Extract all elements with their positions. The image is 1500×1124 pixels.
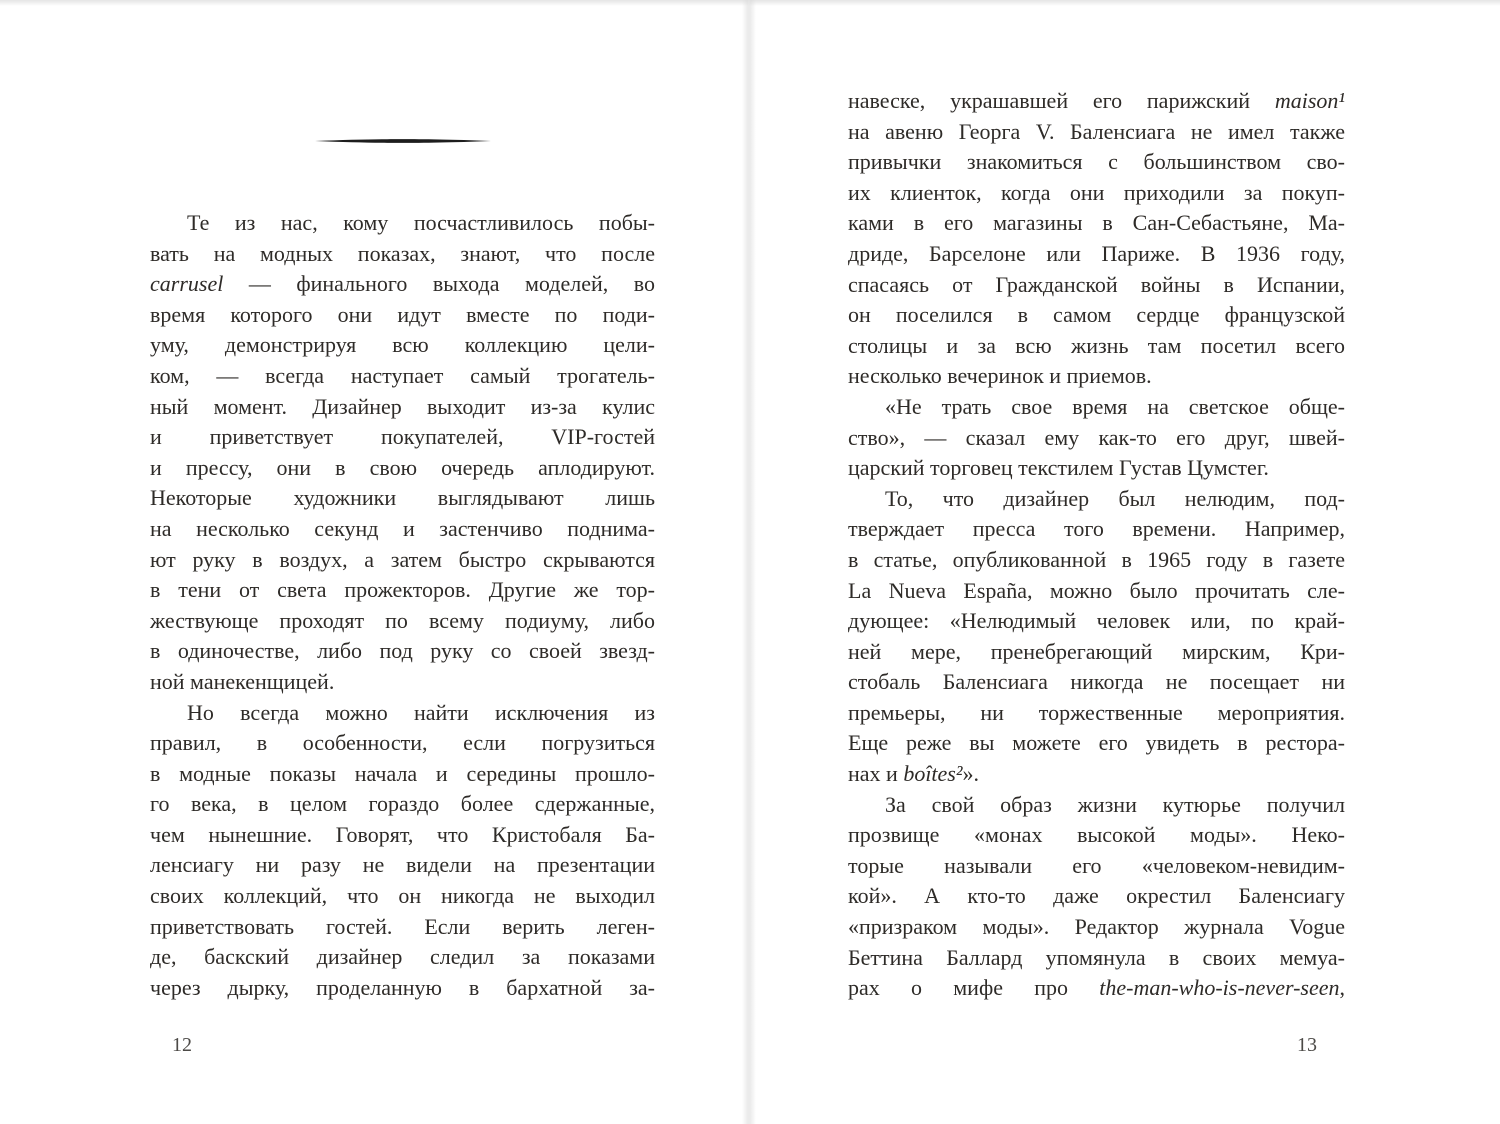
text-line: ство», — сказал ему как-то его друг, швей- bbox=[848, 424, 1345, 450]
text-line: ный момент. Дизайнер выходит из-за кулис bbox=[150, 393, 655, 419]
text-line: столицы и за всю жизнь там посетил всего bbox=[848, 332, 1345, 358]
text-line: де, баскский дизайнер следил за показами bbox=[150, 944, 655, 970]
text-line: ной манекенщицей. bbox=[150, 668, 335, 694]
text-line: своих коллекций, что он никогда не выходил bbox=[150, 883, 655, 909]
text-line: дриде, Барселоне или Париже. В 1936 году, bbox=[848, 240, 1345, 266]
text-line: прозвище «монах высокой моды». Неко- bbox=[848, 822, 1345, 848]
left-page-text bbox=[150, 208, 655, 1003]
page-number: 13 bbox=[1297, 1034, 1317, 1056]
text-line: дующее: «Нелюдимый человек или, по край- bbox=[848, 608, 1345, 634]
text-line: он поселился в самом сердце французской bbox=[848, 302, 1345, 328]
text-line: и прессу, они в свою очередь аплодируют. bbox=[150, 454, 655, 480]
text-line: спасаясь от Гражданской войны в Испании, bbox=[848, 271, 1345, 297]
italic-text: carrusel bbox=[150, 271, 224, 297]
right-page bbox=[848, 0, 1345, 1124]
text-line: и приветствует покупателей, VIP-гостей bbox=[150, 424, 655, 450]
text-line: в статье, опубликованной в 1965 году в газете bbox=[848, 546, 1345, 572]
text-line: стобаль Баленсиага никогда не посещает ни bbox=[848, 669, 1345, 695]
text-line: То, что дизайнер был нелюдим, под- bbox=[885, 485, 1345, 511]
text-line: кой». А кто-то даже окрестил Баленсиагу bbox=[848, 883, 1345, 909]
text-line: La Nueva España, можно было прочитать сле- bbox=[848, 577, 1345, 603]
text-line: За свой образ жизни кутюрье получил bbox=[885, 791, 1345, 817]
text-line: премьеры, ни торжественные мероприятия. bbox=[848, 699, 1345, 725]
text-line: несколько вечеринок и приемов. bbox=[848, 363, 1152, 389]
text-line: Но всегда можно найти исключения из bbox=[187, 699, 655, 725]
text-line: чем нынешние. Говорят, что Кристобаля Ба- bbox=[150, 821, 655, 847]
italic-text: maison¹ bbox=[1274, 88, 1345, 113]
text-line: «призраком моды». Редактор журнала Vogue bbox=[848, 914, 1345, 940]
text-line: Беттина Баллард упомянула в своих мемуа- bbox=[848, 944, 1345, 970]
text-line: их клиенток, когда они приходили за покуп- bbox=[848, 179, 1345, 205]
text-line: царский торговец текстилем Густав Цумстег. bbox=[848, 455, 1269, 481]
text-line: в тени от света прожекторов. Другие же тор- bbox=[150, 577, 655, 603]
text-line: Некоторые художники выглядывают лишь bbox=[150, 485, 655, 511]
italic-text: boîtes² bbox=[903, 761, 963, 787]
text-line: навеске, украшавшей его парижский maison¹ bbox=[848, 88, 1345, 113]
text-line: на авеню Георга V. Баленсиага не имел также bbox=[848, 118, 1345, 144]
text-line: торые называли его «человеком-невидим- bbox=[848, 852, 1345, 878]
book-gutter bbox=[742, 0, 756, 1124]
text-line: привычки знакомиться с большинством сво- bbox=[848, 149, 1345, 175]
text-line: го века, в целом гораздо более сдержанные, bbox=[150, 791, 655, 817]
text-line: рах о мифе про the-man-who-is-never-seen, bbox=[848, 975, 1345, 1001]
text-line: время которого они идут вместе по поди- bbox=[150, 301, 655, 327]
text-line: в одиночестве, либо под руку со своей звезд- bbox=[150, 638, 655, 664]
text-line: правил, в особенности, если погрузиться bbox=[150, 730, 655, 756]
text-line: ней мере, пренебрегающий мирским, Кри- bbox=[848, 638, 1345, 664]
text-line: ком, — всегда наступает самый трогатель- bbox=[150, 362, 655, 388]
text-line: ют руку в воздух, а затем быстро скрываются bbox=[150, 546, 655, 572]
page-number: 12 bbox=[172, 1034, 192, 1056]
text-line: ленсиагу ни разу не видели на презентации bbox=[150, 852, 655, 878]
text-line: «Не трать свое время на светское обще- bbox=[885, 393, 1345, 419]
right-page-text bbox=[848, 86, 1345, 1004]
text-line: carrusel — финального выхода моделей, во bbox=[150, 271, 655, 297]
text-line: Те из нас, кому посчастливилось побы- bbox=[187, 210, 655, 235]
section-divider-rule-icon bbox=[315, 132, 491, 150]
text-line: нах и boîtes²». bbox=[848, 761, 979, 787]
text-line: Еще реже вы можете его увидеть в рестора- bbox=[848, 730, 1345, 756]
text-line: тверждает пресса того времени. Например, bbox=[848, 516, 1345, 542]
text-line: на несколько секунд и застенчиво поднима- bbox=[150, 515, 655, 541]
text-line: ками в его магазины в Сан-Себастьяне, Ма- bbox=[848, 210, 1345, 236]
text-line: жествующе проходят по всему подиуму, либо bbox=[150, 607, 655, 633]
text-line: в модные показы начала и середины прошло- bbox=[150, 760, 655, 786]
italic-text: the-man-who-is-never-seen bbox=[1099, 975, 1340, 1001]
text-line: вать на модных показах, знают, что после bbox=[150, 240, 655, 266]
text-line: уму, демонстрируя всю коллекцию цели- bbox=[150, 332, 655, 358]
left-page bbox=[150, 0, 655, 1124]
text-line: приветствовать гостей. Если верить леген- bbox=[150, 913, 655, 939]
text-line: через дырку, проделанную в бархатной за- bbox=[150, 974, 655, 1000]
